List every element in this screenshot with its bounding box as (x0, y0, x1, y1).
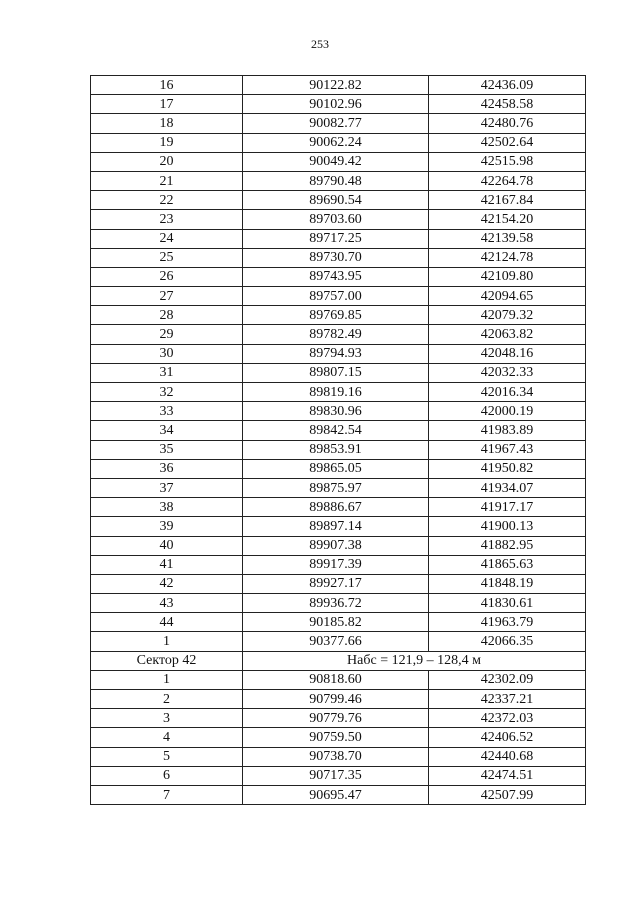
table-row (91, 306, 586, 325)
point-number: 20 (91, 152, 243, 171)
y-coordinate: 42474.51 (429, 766, 586, 785)
table-row (91, 152, 586, 171)
table-row (91, 670, 586, 689)
y-coordinate: 41830.61 (429, 594, 586, 613)
point-number: 37 (91, 478, 243, 497)
point-number: 2 (91, 690, 243, 709)
table-row (91, 632, 586, 651)
point-number: 26 (91, 267, 243, 286)
point-number: 23 (91, 210, 243, 229)
table-row (91, 613, 586, 632)
y-coordinate: 42079.32 (429, 306, 586, 325)
y-coordinate: 42066.35 (429, 632, 586, 651)
table-row (91, 421, 586, 440)
table-row (91, 287, 586, 306)
table-row (91, 210, 586, 229)
x-coordinate: 89757.00 (243, 287, 429, 306)
point-number: 21 (91, 171, 243, 190)
y-coordinate: 42154.20 (429, 210, 586, 229)
y-coordinate: 42124.78 (429, 248, 586, 267)
y-coordinate: 41967.43 (429, 440, 586, 459)
x-coordinate: 90122.82 (243, 76, 429, 95)
y-coordinate: 42507.99 (429, 785, 586, 804)
point-number: 31 (91, 363, 243, 382)
y-coordinate: 42372.03 (429, 709, 586, 728)
point-number: 29 (91, 325, 243, 344)
x-coordinate: 89875.97 (243, 478, 429, 497)
point-number: 24 (91, 229, 243, 248)
table-row (91, 709, 586, 728)
table-row (91, 574, 586, 593)
point-number: 5 (91, 747, 243, 766)
point-number: 22 (91, 191, 243, 210)
x-coordinate: 90738.70 (243, 747, 429, 766)
x-coordinate: 89743.95 (243, 267, 429, 286)
page-number: 253 (311, 37, 329, 51)
y-coordinate: 42458.58 (429, 95, 586, 114)
y-coordinate: 42515.98 (429, 152, 586, 171)
x-coordinate: 89717.25 (243, 229, 429, 248)
sector-header-row (91, 651, 586, 670)
table-row (91, 728, 586, 747)
y-coordinate: 42063.82 (429, 325, 586, 344)
point-number: 36 (91, 459, 243, 478)
point-number: 43 (91, 594, 243, 613)
y-coordinate: 42139.58 (429, 229, 586, 248)
x-coordinate: 89790.48 (243, 171, 429, 190)
x-coordinate: 90377.66 (243, 632, 429, 651)
point-number: 19 (91, 133, 243, 152)
sector-elevation: Набс = 121,9 – 128,4 м (243, 651, 586, 670)
table-row (91, 747, 586, 766)
sector-table-body (91, 670, 586, 804)
x-coordinate: 89703.60 (243, 210, 429, 229)
point-number: 39 (91, 517, 243, 536)
x-coordinate: 89865.05 (243, 459, 429, 478)
y-coordinate: 42337.21 (429, 690, 586, 709)
x-coordinate: 89769.85 (243, 306, 429, 325)
x-coordinate: 89853.91 (243, 440, 429, 459)
point-number: 41 (91, 555, 243, 574)
table-row (91, 267, 586, 286)
point-number: 44 (91, 613, 243, 632)
y-coordinate: 42264.78 (429, 171, 586, 190)
x-coordinate: 89730.70 (243, 248, 429, 267)
x-coordinate: 89794.93 (243, 344, 429, 363)
point-number: 1 (91, 632, 243, 651)
x-coordinate: 89819.16 (243, 383, 429, 402)
table-row (91, 325, 586, 344)
y-coordinate: 42048.16 (429, 344, 586, 363)
table-row (91, 402, 586, 421)
x-coordinate: 90062.24 (243, 133, 429, 152)
y-coordinate: 41882.95 (429, 536, 586, 555)
x-coordinate: 89830.96 (243, 402, 429, 421)
y-coordinate: 41865.63 (429, 555, 586, 574)
table-row (91, 478, 586, 497)
y-coordinate: 42302.09 (429, 670, 586, 689)
point-number: 40 (91, 536, 243, 555)
table-row (91, 766, 586, 785)
point-number: 38 (91, 498, 243, 517)
point-number: 16 (91, 76, 243, 95)
coordinates-table-body (91, 76, 586, 652)
y-coordinate: 42016.34 (429, 383, 586, 402)
point-number: 34 (91, 421, 243, 440)
table-row (91, 229, 586, 248)
table-row (91, 440, 586, 459)
y-coordinate: 42406.52 (429, 728, 586, 747)
x-coordinate: 89807.15 (243, 363, 429, 382)
table-row (91, 690, 586, 709)
x-coordinate: 90082.77 (243, 114, 429, 133)
table-row (91, 76, 586, 95)
table-row (91, 785, 586, 804)
x-coordinate: 89782.49 (243, 325, 429, 344)
point-number: 4 (91, 728, 243, 747)
table-row (91, 95, 586, 114)
x-coordinate: 89927.17 (243, 574, 429, 593)
table-row (91, 594, 586, 613)
y-coordinate: 41934.07 (429, 478, 586, 497)
table-row (91, 171, 586, 190)
point-number: 17 (91, 95, 243, 114)
y-coordinate: 41983.89 (429, 421, 586, 440)
x-coordinate: 90102.96 (243, 95, 429, 114)
y-coordinate: 41963.79 (429, 613, 586, 632)
x-coordinate: 90049.42 (243, 152, 429, 171)
point-number: 27 (91, 287, 243, 306)
table-row (91, 536, 586, 555)
y-coordinate: 42032.33 (429, 363, 586, 382)
point-number: 33 (91, 402, 243, 421)
point-number: 30 (91, 344, 243, 363)
y-coordinate: 42502.64 (429, 133, 586, 152)
point-number: 18 (91, 114, 243, 133)
x-coordinate: 90717.35 (243, 766, 429, 785)
point-number: 28 (91, 306, 243, 325)
y-coordinate: 42436.09 (429, 76, 586, 95)
x-coordinate: 89917.39 (243, 555, 429, 574)
x-coordinate: 89907.38 (243, 536, 429, 555)
table-row (91, 363, 586, 382)
x-coordinate: 90695.47 (243, 785, 429, 804)
y-coordinate: 41848.19 (429, 574, 586, 593)
x-coordinate: 90818.60 (243, 670, 429, 689)
x-coordinate: 90185.82 (243, 613, 429, 632)
point-number: 7 (91, 785, 243, 804)
point-number: 35 (91, 440, 243, 459)
x-coordinate: 89886.67 (243, 498, 429, 517)
table-row (91, 517, 586, 536)
y-coordinate: 42094.65 (429, 287, 586, 306)
sector-header-body (91, 651, 586, 670)
point-number: 1 (91, 670, 243, 689)
point-number: 6 (91, 766, 243, 785)
y-coordinate: 41950.82 (429, 459, 586, 478)
point-number: 3 (91, 709, 243, 728)
y-coordinate: 42109.80 (429, 267, 586, 286)
x-coordinate: 89936.72 (243, 594, 429, 613)
y-coordinate: 42167.84 (429, 191, 586, 210)
table-row (91, 114, 586, 133)
point-number: 32 (91, 383, 243, 402)
x-coordinate: 89897.14 (243, 517, 429, 536)
table-row (91, 498, 586, 517)
y-coordinate: 42480.76 (429, 114, 586, 133)
x-coordinate: 89842.54 (243, 421, 429, 440)
table-row (91, 133, 586, 152)
y-coordinate: 42000.19 (429, 402, 586, 421)
x-coordinate: 90779.76 (243, 709, 429, 728)
table-row (91, 555, 586, 574)
y-coordinate: 41917.17 (429, 498, 586, 517)
coordinates-table (90, 75, 586, 805)
x-coordinate: 90759.50 (243, 728, 429, 747)
y-coordinate: 41900.13 (429, 517, 586, 536)
sector-label: Сектор 42 (91, 651, 243, 670)
y-coordinate: 42440.68 (429, 747, 586, 766)
table-row (91, 191, 586, 210)
table-row (91, 383, 586, 402)
table-row (91, 248, 586, 267)
point-number: 42 (91, 574, 243, 593)
x-coordinate: 89690.54 (243, 191, 429, 210)
point-number: 25 (91, 248, 243, 267)
table-row (91, 459, 586, 478)
x-coordinate: 90799.46 (243, 690, 429, 709)
table-row (91, 344, 586, 363)
